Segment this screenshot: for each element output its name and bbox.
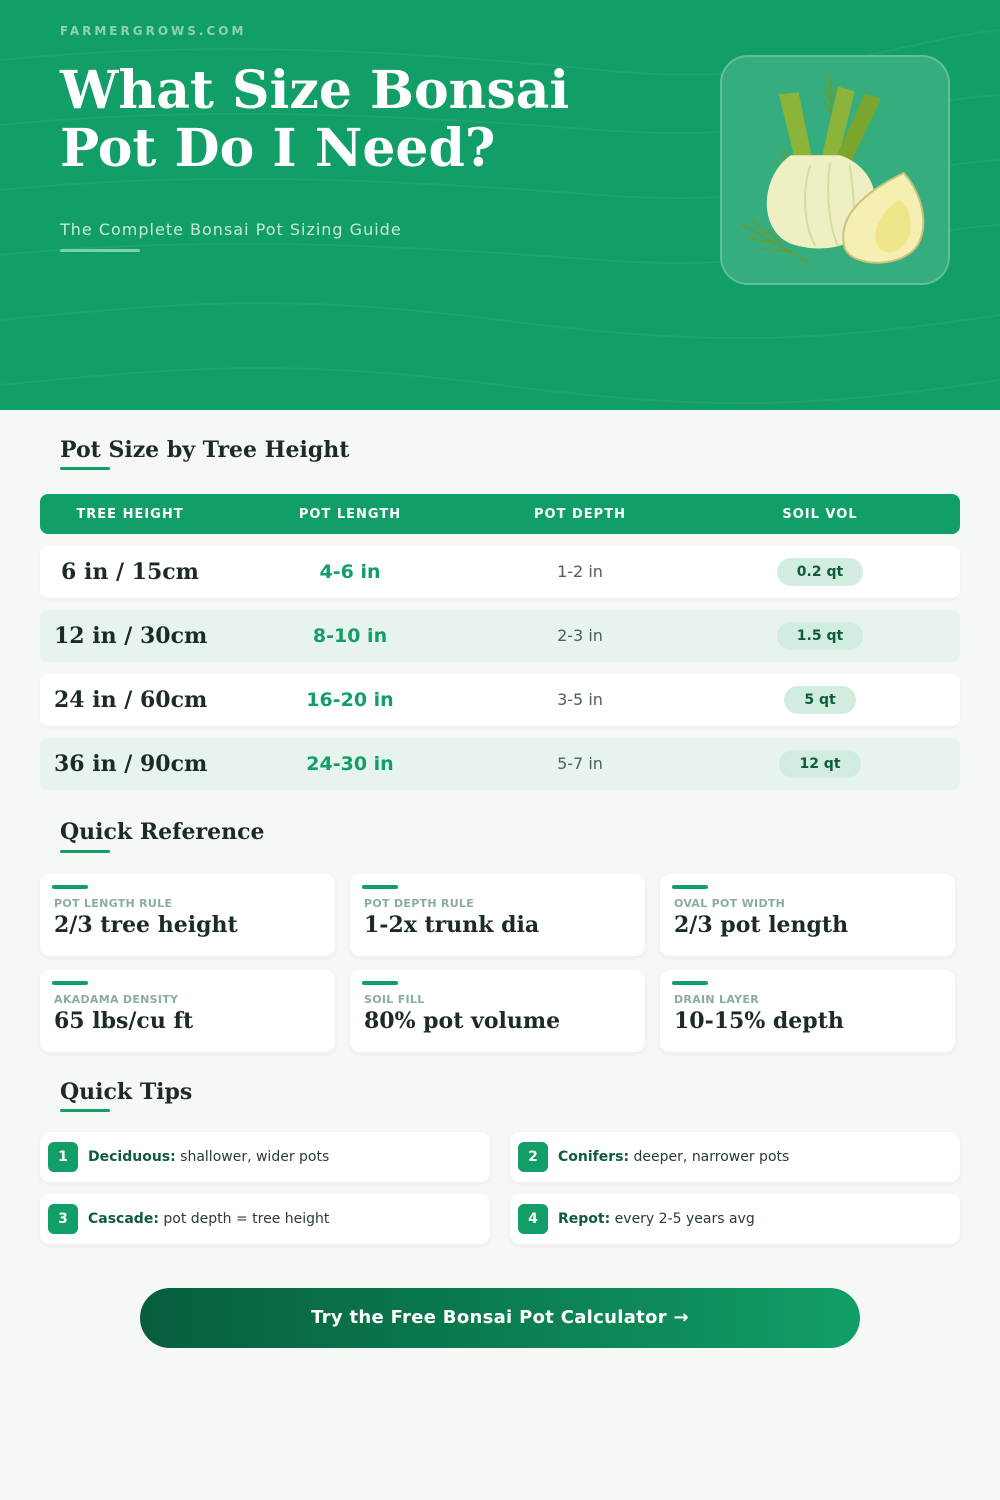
tip-text [558,1132,789,1182]
pot-length-cell: 4-6 in [319,561,381,583]
column-header-soil-vol: SOIL VOL [782,506,858,522]
tip-description: every 2-5 years avg [610,1211,755,1227]
card-accent-bar [672,981,708,985]
tip-number-badge: 2 [518,1142,548,1172]
calculator-cta-button[interactable]: Try the Free Bonsai Pot Calculator → [140,1288,860,1348]
column-header-pot-depth: POT DEPTH [534,506,626,522]
pot-length-cell: 16-20 in [306,689,394,711]
pot-depth-cell: 3-5 in [557,690,603,709]
tip-number-badge: 1 [48,1142,78,1172]
reference-card [350,874,645,956]
tree-height-cell: 36 in / 90cm [54,751,208,777]
soil-volume-badge: 1.5 qt [777,622,863,650]
reference-card [660,874,955,956]
reference-value: 80% pot volume [364,1008,561,1034]
tip-description: deeper, narrower pots [629,1149,790,1165]
pot-length-cell: 8-10 in [312,625,388,647]
tip-description: shallower, wider pots [175,1149,330,1165]
table-row [40,546,960,598]
table-row [40,674,960,726]
reference-label: AKADAMA DENSITY [54,993,179,1006]
tip-number-badge: 3 [48,1204,78,1234]
subtitle-underline [60,249,140,252]
tip-key: Conifers: [558,1149,630,1165]
soil-volume-badge: 5 qt [784,686,855,714]
section-title-pot-size: Pot Size by Tree Height [60,437,350,463]
tip-text [88,1132,329,1182]
table-row [40,738,960,790]
tree-height-cell: 12 in / 30cm [54,623,208,649]
tree-height-cell: 6 in / 15cm [61,559,199,585]
reference-card [40,874,335,956]
card-accent-bar [362,981,398,985]
hero-image-frame [720,55,950,285]
card-accent-bar [52,885,88,889]
reference-value: 2/3 pot length [674,912,849,938]
section-underline [60,1109,110,1112]
reference-card [350,970,645,1052]
section-underline [60,850,110,853]
reference-value: 2/3 tree height [54,912,238,938]
card-accent-bar [52,981,88,985]
tip-item [510,1132,960,1182]
tip-description: pot depth = tree height [158,1211,330,1227]
reference-label: DRAIN LAYER [674,993,759,1006]
reference-value: 1-2x trunk dia [364,912,540,938]
reference-label: POT DEPTH RULE [364,897,475,910]
card-accent-bar [672,885,708,889]
soil-volume-badge: 12 qt [779,750,860,778]
tip-text [558,1194,755,1244]
page-title: What Size Bonsai Pot Do I Need? [60,60,570,179]
reference-value: 10-15% depth [674,1008,844,1034]
reference-value: 65 lbs/cu ft [54,1008,194,1034]
tip-key: Deciduous: [88,1149,176,1165]
page-subtitle: The Complete Bonsai Pot Sizing Guide [60,220,402,239]
tip-key: Cascade: [88,1211,159,1227]
section-title-quick-reference: Quick Reference [60,819,265,845]
section-underline [60,467,110,470]
table-row [40,610,960,662]
hero-banner [0,0,1000,410]
pot-depth-cell: 2-3 in [557,626,603,645]
fennel-illustration-icon [722,57,948,283]
table-header [40,494,960,534]
tip-key: Repot: [558,1211,611,1227]
tip-text [88,1194,329,1244]
section-title-quick-tips: Quick Tips [60,1079,193,1105]
reference-card [40,970,335,1052]
reference-label: POT LENGTH RULE [54,897,173,910]
column-header-tree-height: TREE HEIGHT [76,506,184,522]
soil-volume-badge: 0.2 qt [777,558,863,586]
pot-length-cell: 24-30 in [306,753,394,775]
tip-item [510,1194,960,1244]
tip-item [40,1132,490,1182]
pot-depth-cell: 5-7 in [557,754,603,773]
tip-number-badge: 4 [518,1204,548,1234]
reference-label: OVAL POT WIDTH [674,897,786,910]
tip-item [40,1194,490,1244]
reference-card [660,970,955,1052]
brand-name: FARMERGROWS.COM [60,24,247,38]
tree-height-cell: 24 in / 60cm [54,687,208,713]
card-accent-bar [362,885,398,889]
column-header-pot-length: POT LENGTH [298,506,402,522]
reference-label: SOIL FILL [364,993,425,1006]
pot-depth-cell: 1-2 in [557,562,603,581]
